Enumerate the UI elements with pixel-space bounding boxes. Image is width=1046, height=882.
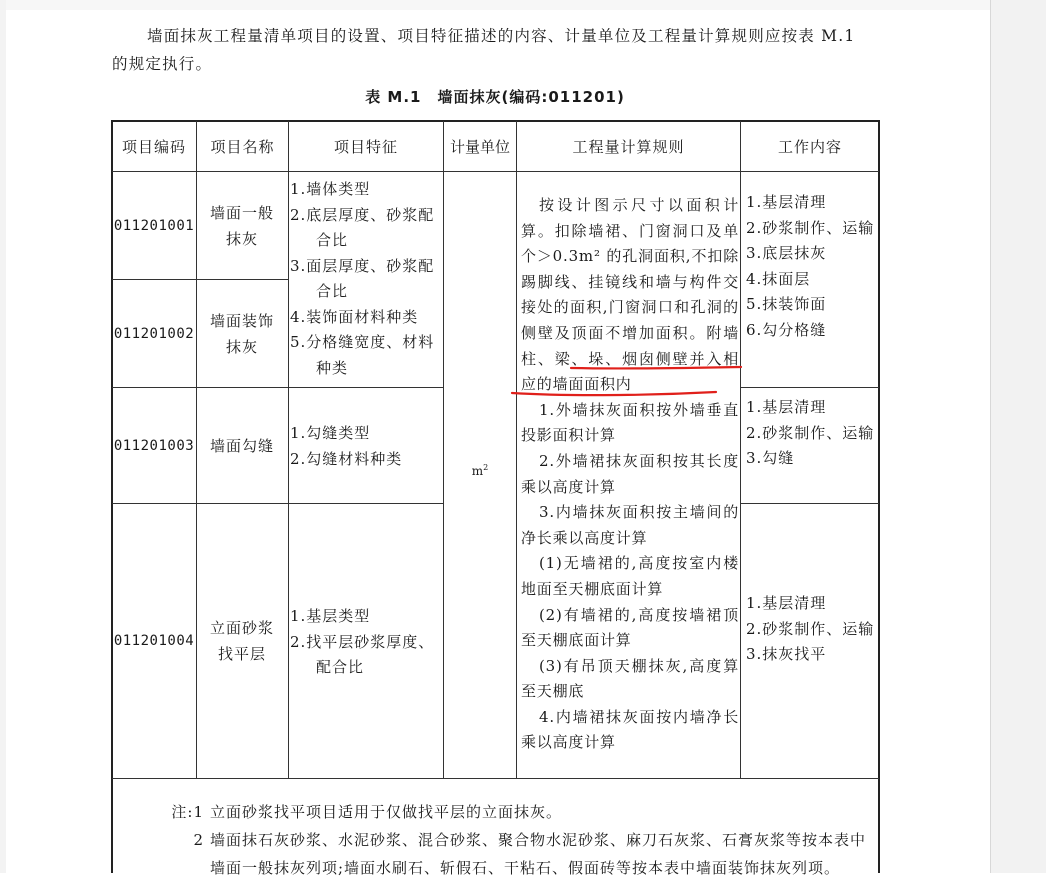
table-caption: 表 M.1 墙面抹灰(编码:011201)	[365, 88, 625, 106]
work-group-2	[746, 395, 876, 472]
item-name	[197, 504, 287, 778]
item-name-line: 立面砂浆	[209, 619, 274, 637]
viewer-scrollbar-track[interactable]	[990, 0, 1046, 873]
feature-item: 2.勾缝材料种类	[290, 449, 403, 468]
features-group-2	[290, 421, 442, 472]
item-name-line: 找平层	[217, 645, 266, 663]
header-work: 工作内容	[777, 137, 842, 156]
col-divider	[443, 121, 444, 779]
features-group-3	[290, 604, 442, 681]
calculation-rule	[521, 193, 739, 756]
header-code: 项目编码	[121, 137, 186, 156]
note-text: 立面砂浆找平项目适用于仅做找平层的立面抹灰。	[210, 803, 563, 821]
rule-paragraph	[521, 193, 739, 398]
col-divider	[516, 121, 517, 779]
note-row	[140, 826, 880, 882]
work-item: 3.勾缝	[746, 449, 795, 467]
row-divider	[740, 387, 879, 388]
rule-item: (2)有墙裙的,高度按墙裙顶至天棚底面计算	[521, 605, 739, 650]
item-code: 011201004	[113, 633, 195, 649]
work-item: 6.勾分格缝	[746, 320, 827, 339]
intro-paragraph	[112, 22, 887, 78]
item-code: 011201002	[113, 325, 195, 342]
feature-item: 2.底层厚度、砂浆配合比	[290, 205, 435, 249]
work-item: 1.基层清理	[746, 594, 827, 612]
work-item: 4.抹面层	[746, 269, 811, 288]
intro-line-1: 墙面抹灰工程量清单项目的设置、项目特征描述的内容、计量单位及工程量计算规则应按表 M.1	[147, 27, 856, 45]
unit-value	[444, 463, 516, 478]
feature-item: 1.基层类型	[290, 607, 371, 625]
rule-item: (1)无墙裙的,高度按室内楼地面至天棚底面计算	[521, 554, 739, 598]
work-item: 5.抹装饰面	[746, 295, 827, 313]
col-divider	[288, 121, 289, 779]
work-item: 3.底层抹灰	[746, 244, 827, 262]
item-name-line: 墙面一般	[209, 203, 274, 222]
work-group-3	[746, 591, 876, 668]
intro-line-2: 的规定执行。	[112, 55, 213, 73]
item-name-line: 抹灰	[225, 229, 258, 248]
item-code: 011201001	[113, 217, 195, 234]
work-item: 1.基层清理	[746, 193, 827, 211]
item-name	[197, 388, 287, 503]
rule-highlight: 附墙柱、梁、垛、烟囱侧壁并入相应的墙面面积内	[521, 323, 739, 394]
rule-item: 4.内墙裙抹灰面按内墙净长乘以高度计算	[521, 707, 739, 752]
work-item: 2.砂浆制作、运输	[746, 218, 875, 237]
feature-item: 3.面层厚度、砂浆配合比	[290, 256, 435, 300]
row-divider	[740, 503, 879, 504]
work-item: 2.砂浆制作、运输	[746, 423, 875, 442]
feature-item: 1.墙体类型	[290, 180, 371, 198]
col-divider	[740, 121, 741, 779]
work-item: 2.砂浆制作、运输	[746, 619, 875, 638]
header-rule: 工程量计算规则	[572, 137, 685, 156]
feature-item: 2.找平层砂浆厚度、配合比	[290, 632, 435, 676]
item-code: 011201003	[113, 437, 195, 454]
features-group-1	[290, 177, 442, 381]
item-name-line: 抹灰	[225, 337, 258, 356]
rule-item: 1.外墙抹灰面积按外墙垂直投影面积计算	[521, 400, 739, 445]
header-unit: 计量单位	[449, 137, 510, 156]
item-name-line: 墙面勾缝	[209, 436, 274, 455]
header-name: 项目名称	[210, 137, 275, 156]
note-label: 2	[193, 831, 204, 849]
rule-item: 2.外墙裙抹灰面积按其长度乘以高度计算	[521, 451, 739, 496]
work-group-1	[746, 190, 876, 343]
feature-item: 4.装饰面材料种类	[290, 307, 419, 326]
unit-exponent: 2	[483, 463, 489, 472]
note-row	[140, 798, 880, 826]
rule-item: (3)有吊顶天棚抹灰,高度算至天棚底	[521, 656, 739, 701]
work-item: 3.抹灰找平	[746, 645, 827, 663]
item-name	[197, 172, 287, 279]
work-item: 1.基层清理	[746, 398, 827, 416]
item-name-line: 墙面装饰	[209, 311, 274, 330]
note-label: 注:1	[171, 803, 204, 821]
table-notes	[140, 798, 880, 882]
rule-item: 3.内墙抹灰面积按主墙间的净长乘以高度计算	[521, 503, 739, 547]
table-body-bottom	[112, 778, 879, 779]
feature-item: 5.分格缝宽度、材料种类	[290, 333, 435, 377]
feature-item: 1.勾缝类型	[290, 424, 371, 442]
item-name	[197, 280, 287, 387]
unit-base: m	[471, 464, 484, 478]
note-text: 墙面抹石灰砂浆、水泥砂浆、混合砂浆、聚合物水泥砂浆、麻刀石灰浆、石膏灰浆等按本表中墙面一般抹灰列项;墙面水刷石、斩假石、干粘石、假面砖等按本表中墙面装饰抹灰列项。	[210, 831, 867, 877]
rule-intro: 按设计图示尺寸以面积计算。扣除墙裙、门窗洞口及单个＞0.3m² 的孔洞面积,不扣除踢脚线、挂镜线和墙与构件交接处的面积,门窗洞口和孔洞的侧壁及顶面不增加面积。	[521, 196, 739, 342]
header-features: 项目特征	[333, 137, 398, 156]
viewer-top-bar	[0, 0, 1046, 10]
